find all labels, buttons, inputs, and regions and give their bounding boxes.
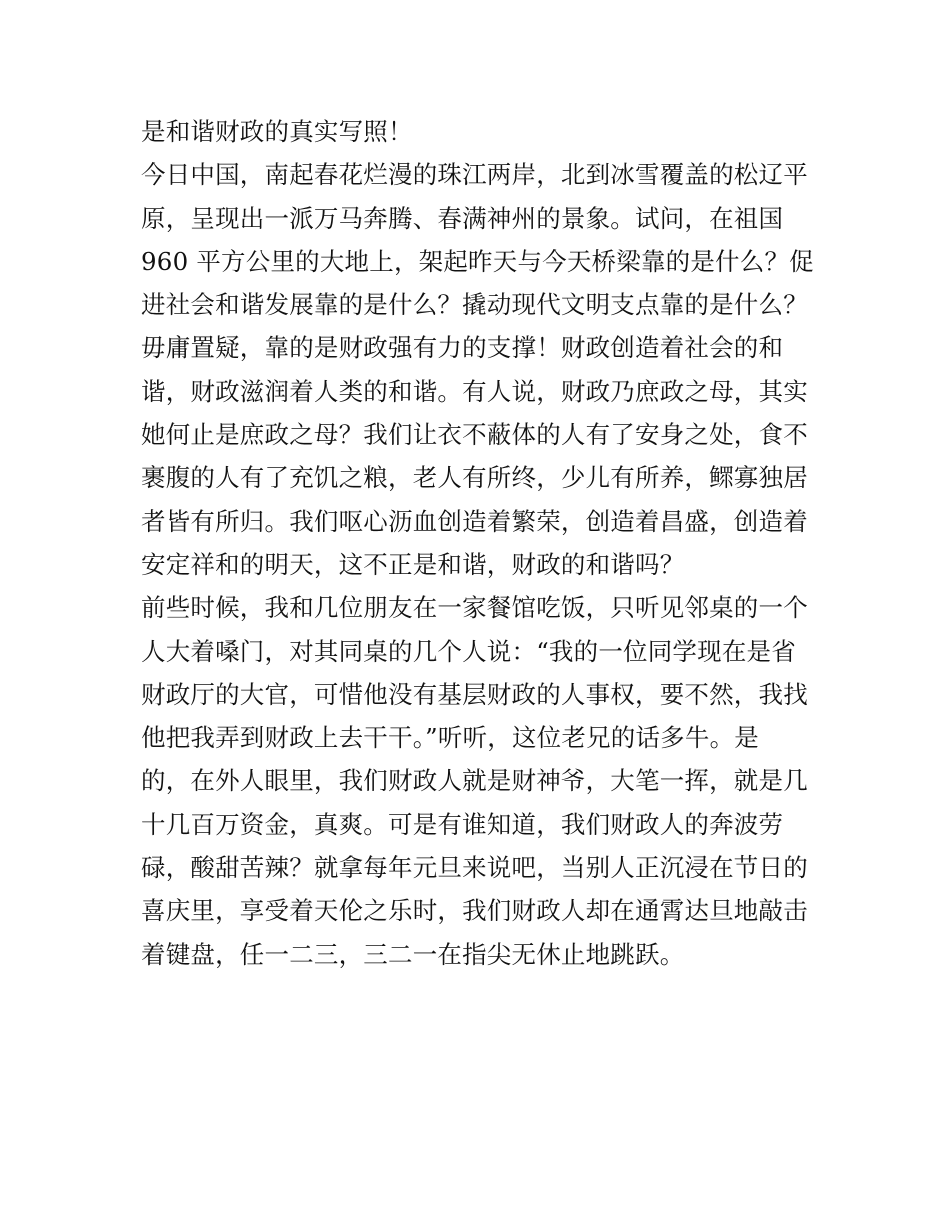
text-line: 十几百万资金，真爽。可是有谁知道，我们财政人的奔波劳: [141, 809, 784, 839]
text-line: 谐，财政滋润着人类的和谐。有人说，财政乃庶政之母，其实: [141, 376, 808, 406]
text-line: 安定祥和的明天，这不正是和谐，财政的和谐吗？: [141, 549, 685, 579]
text-line: 今日中国，南起春花烂漫的珠江两岸，北到冰雪覆盖的松辽平: [141, 160, 808, 190]
text-line: 着键盘，任一二三，三二一在指尖无休止地跳跃。: [141, 939, 685, 969]
text-line: 进社会和谐发展靠的是什么？撬动现代文明支点靠的是什么？: [141, 290, 808, 320]
text-line: 财政厅的大官，可惜他没有基层财政的人事权，要不然，我找: [141, 679, 808, 709]
text-line: 者皆有所归。我们呕心沥血创造着繁荣，创造着昌盛，创造着: [141, 506, 808, 536]
text-line: 的，在外人眼里，我们财政人就是财神爷，大笔一挥，就是几: [141, 766, 808, 796]
text-line: 他把我弄到财政上去干干。”听听，这位老兄的话多牛。是: [141, 723, 759, 753]
text-line: 裹腹的人有了充饥之粮，老人有所终，少儿有所养，鳏寡独居: [141, 463, 808, 493]
body-text: [141, 110, 821, 976]
text-line: 人大着嗓门，对其同桌的几个人说：“我的一位同学现在是省: [141, 636, 796, 666]
text-line: 原，呈现出一派万马奔腾、春满神州的景象。试问，在祖国: [141, 203, 784, 233]
text-line: 是和谐财政的真实写照！: [141, 117, 413, 146]
text-line: 喜庆里，享受着天伦之乐时，我们财政人却在通霄达旦地敲击: [141, 896, 808, 926]
text-line: 碌，酸甜苦辣？就拿每年元旦来说吧，当别人正沉浸在节日的: [141, 853, 808, 883]
text-line: 毋庸置疑，靠的是财政强有力的支撑！财政创造着社会的和: [141, 333, 784, 363]
text-line: 她何止是庶政之母？我们让衣不蔽体的人有了安身之处，食不: [141, 420, 808, 450]
text-line: 前些时候，我和几位朋友在一家餐馆吃饭，只听见邻桌的一个: [141, 593, 808, 623]
text-line: 960 平方公里的大地上，架起昨天与今天桥梁靠的是什么？促: [141, 246, 814, 276]
